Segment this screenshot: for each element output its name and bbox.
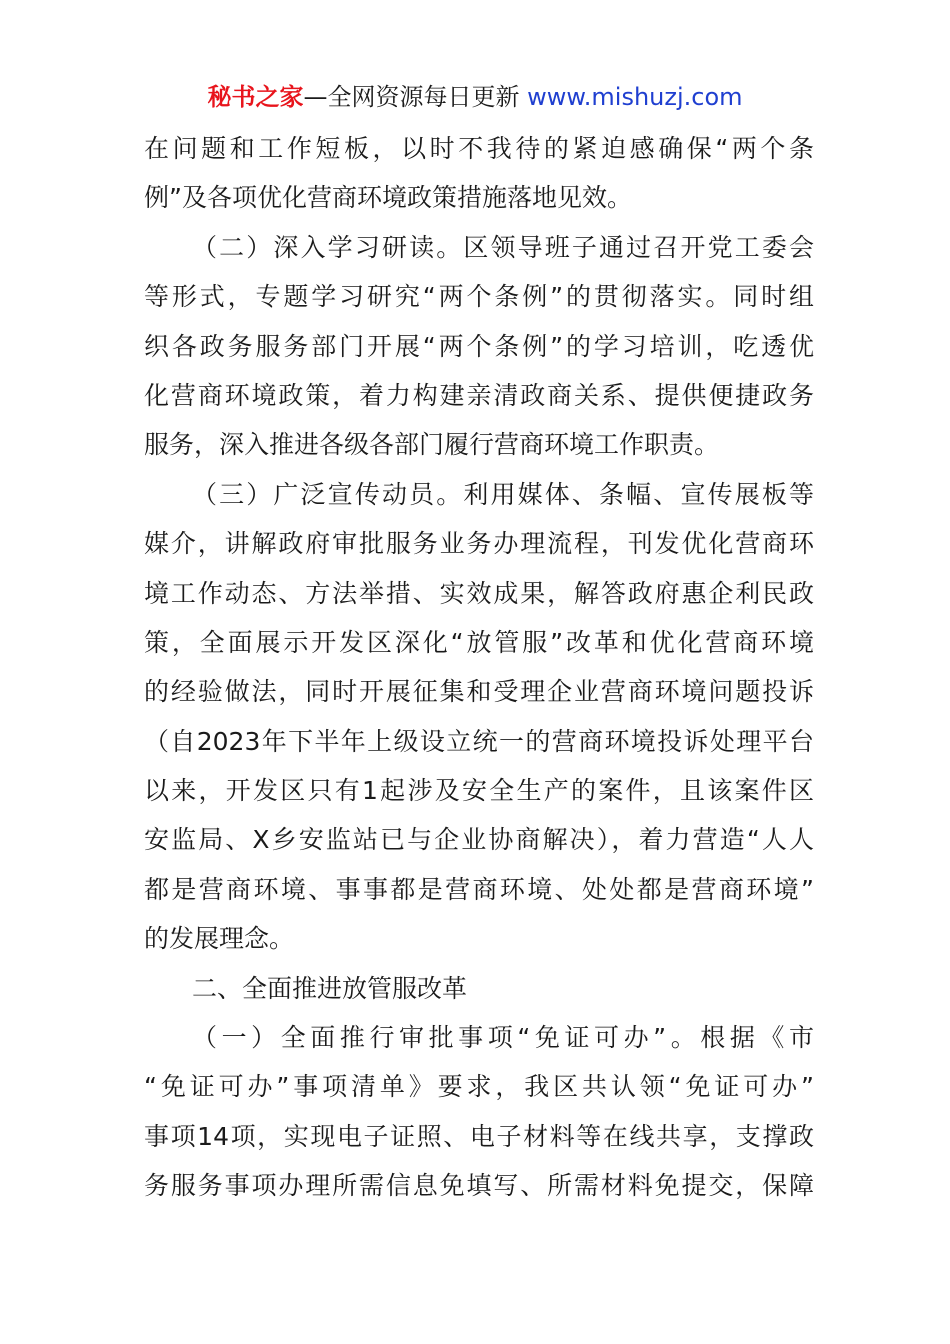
text-line: 的经验做法，同时开展征集和受理企业营商环境问题投诉 <box>144 677 814 707</box>
text-line: 的发展理念。 <box>144 924 295 954</box>
section-heading: 二、全面推进放管服改革 <box>192 973 468 1003</box>
text-line: 事项14项，实现电子证照、电子材料等在线共享，支撑政 <box>144 1121 814 1151</box>
site-header <box>0 80 950 114</box>
paragraph-start-line: （三）广泛宣传动员。利用媒体、条幅、宣传展板等 <box>192 479 814 509</box>
text-line: 织各政务服务部门开展“两个条例”的学习培训，吃透优 <box>144 331 814 361</box>
text-line: （自2023年下半年上级设立统一的营商环境投诉处理平台 <box>144 726 814 756</box>
paragraph-start-line: （二）深入学习研读。区领导班子通过召开党工委会 <box>192 232 814 262</box>
text-line: 服务，深入推进各级各部门履行营商环境工作职责。 <box>144 430 720 460</box>
text-line: 安监局、X乡安监站已与企业协商解决），着力营造“人人 <box>144 825 814 855</box>
header-tagline: —全网资源每日更新 <box>303 83 520 111</box>
text-line: 都是营商环境、事事都是营商环境、处处都是营商环境” <box>144 874 814 904</box>
text-line: 在问题和工作短板，以时不我待的紧迫感确保“两个条 <box>144 134 814 163</box>
text-line: 境工作动态、方法举措、实效成果，解答政府惠企利民政 <box>144 578 814 608</box>
paragraph-start-line: （一）全面推行审批事项“免证可办”。根据《市 <box>192 1023 814 1053</box>
text-line: 媒介，讲解政府审批服务业务办理流程，刊发优化营商环 <box>144 529 814 559</box>
text-line: 务服务事项办理所需信息免填写、所需材料免提交，保障 <box>144 1171 814 1201</box>
text-line: 化营商环境政策，着力构建亲清政商关系、提供便捷政务 <box>144 380 814 410</box>
document-body <box>144 124 814 1211</box>
text-line: 等形式，专题学习研究“两个条例”的贯彻落实。同时组 <box>144 282 814 312</box>
text-line: “免证可办”事项清单》要求，我区共认领“免证可办” <box>144 1072 814 1102</box>
site-url-link[interactable]: www.mishuzj.com <box>527 83 743 111</box>
brand-name: 秘书之家 <box>207 83 304 111</box>
text-line: 例”及各项优化营商环境政策措施落地见效。 <box>144 183 632 213</box>
text-line: 策，全面展示开发区深化“放管服”改革和优化营商环境 <box>144 627 814 657</box>
text-line: 以来，开发区只有1起涉及安全生产的案件，且该案件区 <box>144 776 814 806</box>
